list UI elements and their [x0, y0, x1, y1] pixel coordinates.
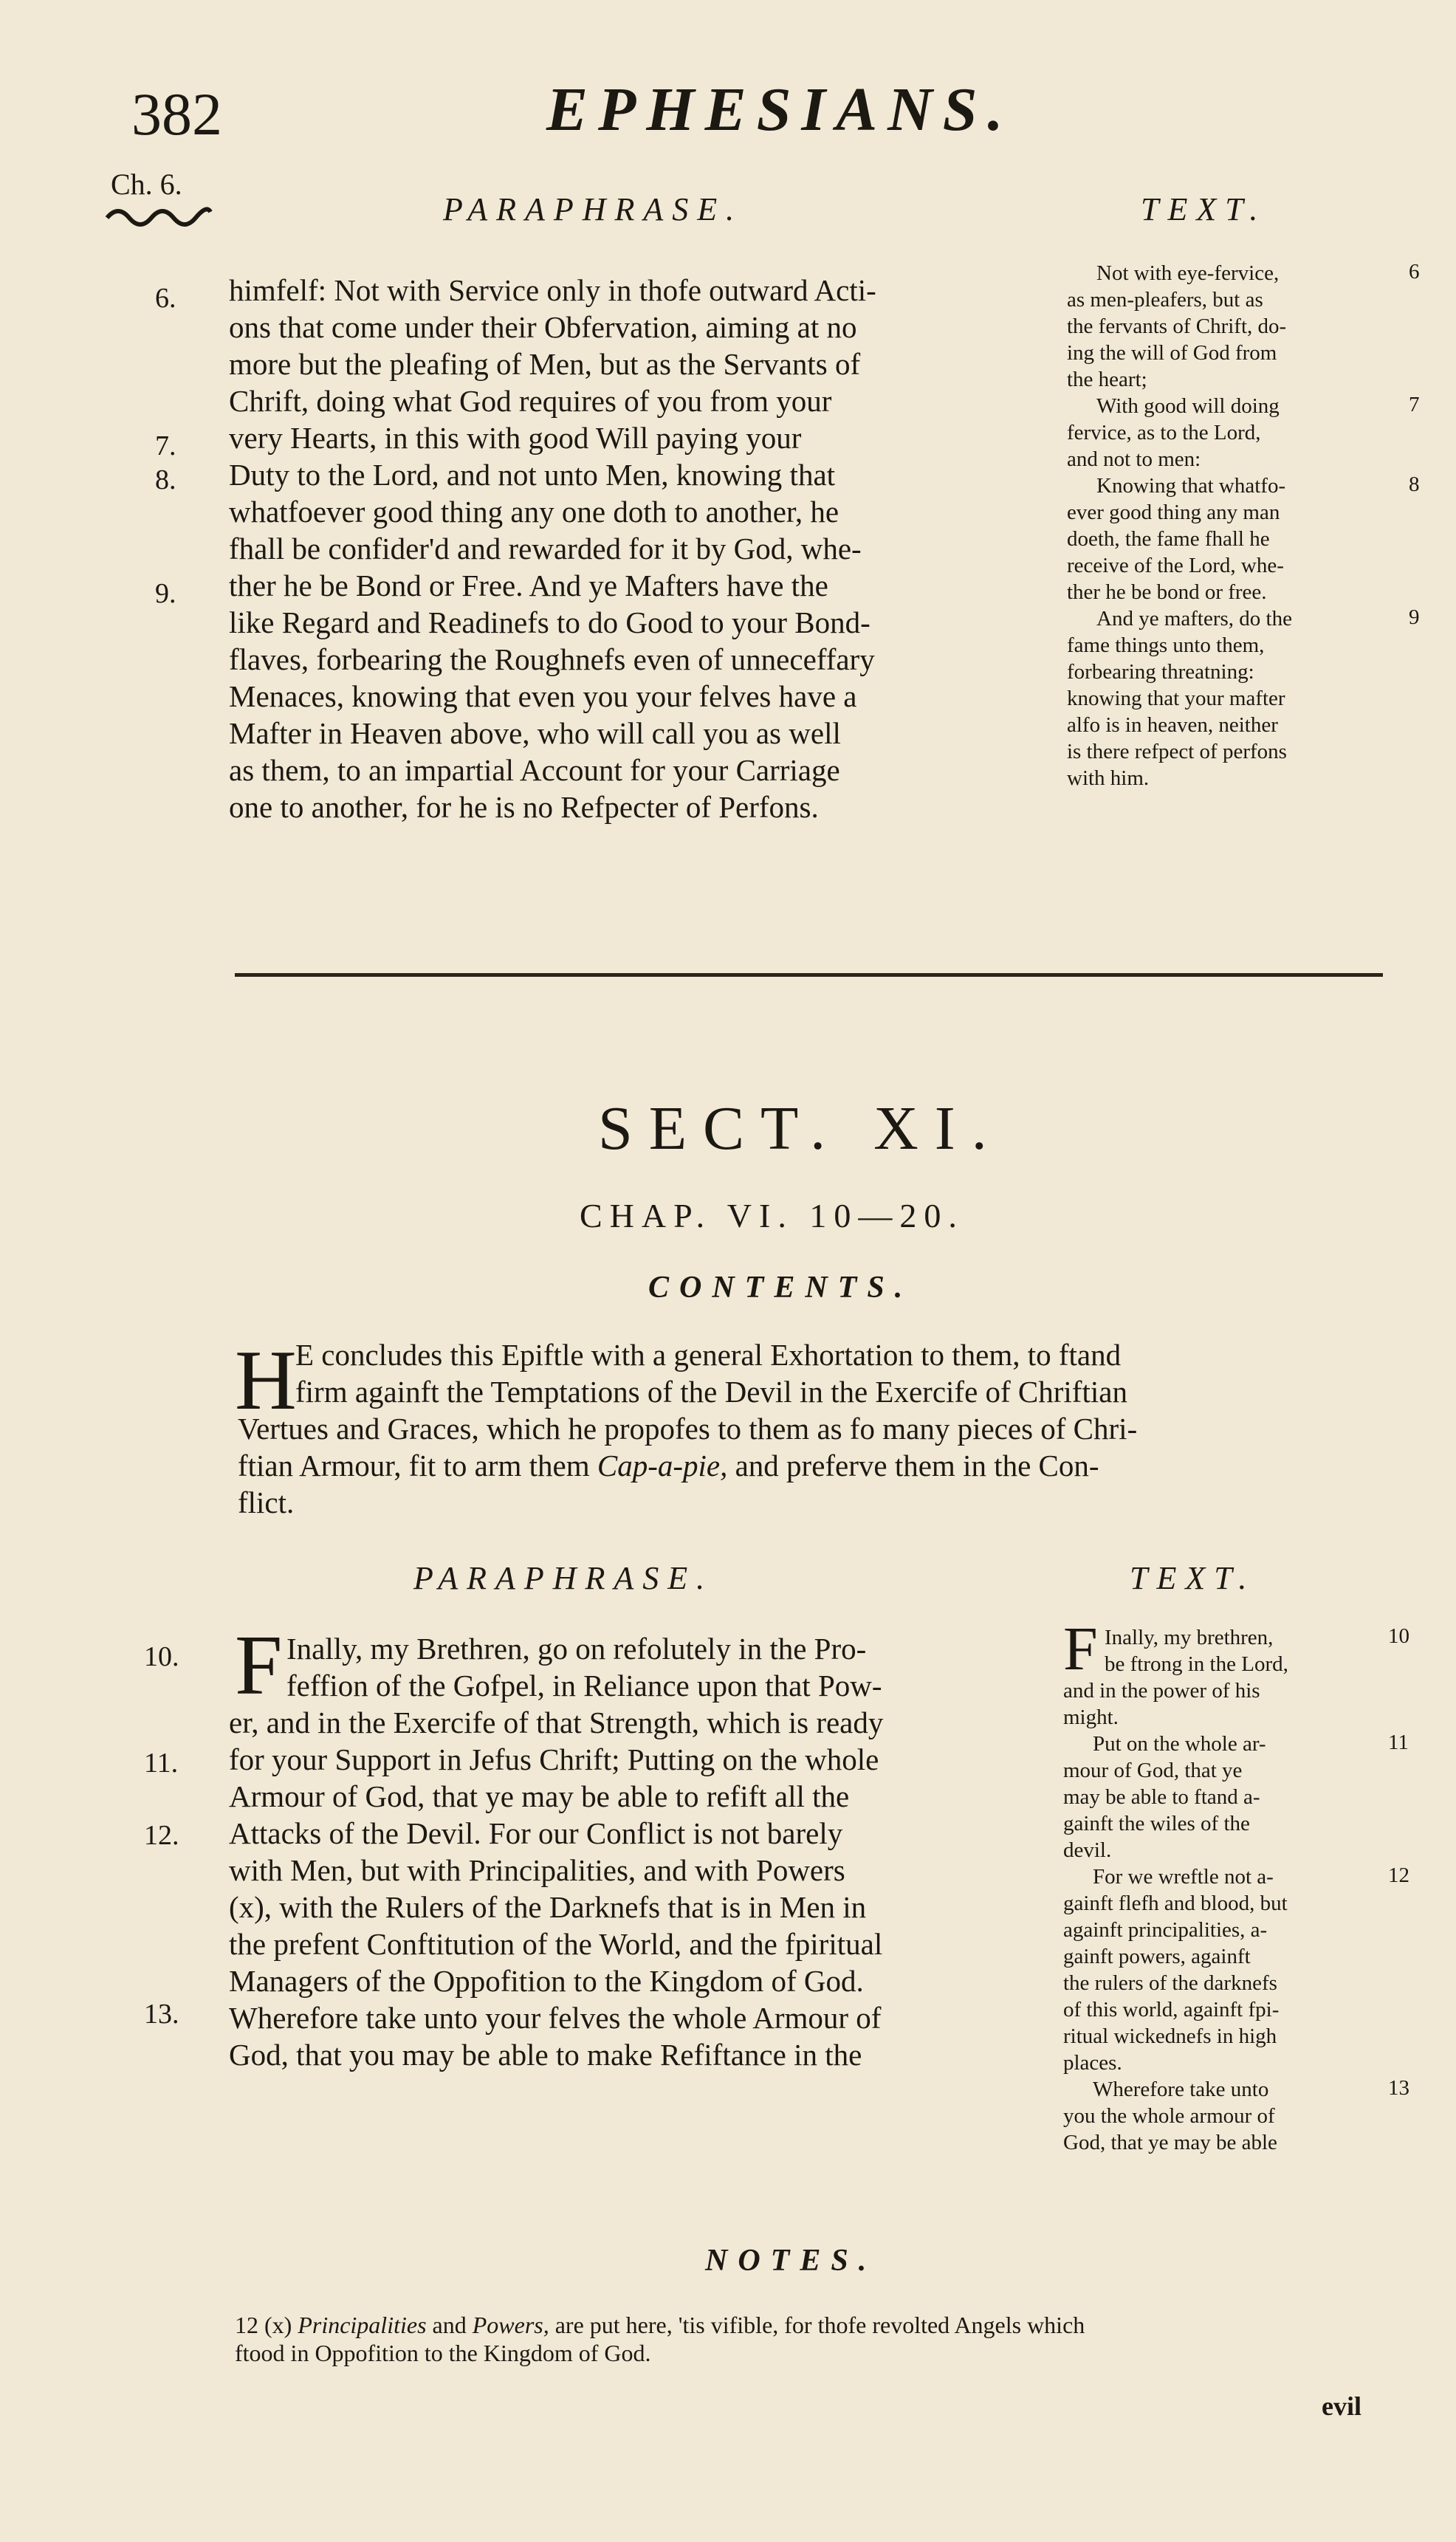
text-line: and not to men: [1067, 447, 1201, 471]
footnote [235, 2311, 1085, 2367]
verse-number: 7. [155, 430, 176, 461]
running-title: EPHESIANS. [546, 75, 1014, 144]
paraphrase-line: whatfoever good thing any one doth to another, he [229, 495, 839, 529]
text-line: ther he be bond or free. [1067, 580, 1267, 604]
text-heading: TEXT. [1130, 1560, 1256, 1596]
chapter-range: CHAP. VI. 10—20. [580, 1197, 964, 1234]
paraphrase-heading: PARAPHRASE. [443, 191, 744, 227]
text-heading: TEXT. [1141, 191, 1267, 227]
paraphrase-line: the prefent Conftitution of the World, and the fpiritual [229, 1927, 883, 1961]
paraphrase-line: Mafter in Heaven above, who will call you as well [229, 716, 841, 750]
paraphrase-line: with Men, but with Principalities, and with Powers [229, 1853, 845, 1887]
text-line: gainft powers, againft [1063, 1945, 1251, 1968]
text-line: Wherefore take unto [1093, 2078, 1269, 2101]
text-line: the rulers of the darknefs [1063, 1971, 1277, 1995]
text-line: With good will doing [1096, 394, 1280, 418]
contents-line-4 [238, 1447, 1137, 1484]
paraphrase-line: as them, to an impartial Account for your Carriage [229, 753, 840, 787]
text-verse-number: 7 [1409, 393, 1420, 416]
paraphrase-line: God, that you may be able to make Refiftance in the [229, 2038, 862, 2072]
paraphrase-line: one to another, for he is no Refpecter of Perfons. [229, 790, 819, 824]
paraphrase-text [229, 1630, 883, 2073]
text-line: as men-pleafers, but as [1067, 288, 1263, 312]
footnote-italic: Powers, [472, 2312, 549, 2338]
verse-number: 9. [155, 578, 176, 609]
footnote-line: ftood in Oppofition to the Kingdom of God. [235, 2340, 651, 2366]
text-line: fervice, as to the Lord, [1067, 421, 1261, 444]
paraphrase-line: flaves, forbearing the Roughnefs even of unneceffary [229, 642, 875, 676]
text-line: Not with eye-fervice, [1096, 261, 1280, 285]
paraphrase-line: Chrift, doing what God requires of you from your [229, 384, 832, 418]
text-line: is there refpect of perfons [1067, 740, 1287, 763]
section-title: SECT. XI. [598, 1094, 1003, 1163]
text-line: you the whole armour of [1063, 2104, 1275, 2128]
text-line: And ye mafters, do the [1096, 607, 1292, 631]
contents-dropcap: H [235, 1333, 297, 1428]
contents-line-part: ftian Armour, fit to arm them [238, 1449, 590, 1483]
text-line: ing the will of God from [1067, 341, 1277, 365]
section-divider [235, 973, 1383, 977]
paraphrase-line: (x), with the Rulers of the Darknefs that is in Men in [229, 1890, 867, 1924]
paraphrase-line: fhall be confider'd and rewarded for it by God, whe- [229, 532, 862, 566]
paraphrase-line: er, and in the Exercife of that Strength, which is ready [229, 1705, 884, 1739]
contents-line: Vertues and Graces, which he propofes to them as fo many pieces of Chri- [238, 1412, 1138, 1446]
text-line: receive of the Lord, whe- [1067, 554, 1284, 577]
text-line: mour of God, that ye [1063, 1759, 1243, 1782]
paraphrase-line: feffion of the Gofpel, in Reliance upon that Pow- [286, 1669, 882, 1703]
text-verse-number: 11 [1388, 1731, 1409, 1754]
text-verse-number: 10 [1388, 1624, 1409, 1648]
text-line: and in the power of his [1063, 1679, 1260, 1703]
text-line: fame things unto them, [1067, 633, 1265, 657]
swash-ornament-icon [103, 203, 214, 228]
verse-number: 8. [155, 464, 176, 495]
paraphrase-line: more but the pleafing of Men, but as the Servants of [229, 347, 861, 381]
text-line: of this world, againft fpi- [1063, 1998, 1280, 2021]
text-line: with him. [1067, 766, 1150, 790]
text-verse-number: 13 [1388, 2076, 1409, 2100]
verse-number: 11. [144, 1748, 179, 1779]
chapter-reference: Ch. 6. [111, 168, 182, 201]
text-line: may be able to ftand a- [1063, 1785, 1260, 1809]
text-line: doeth, the fame fhall he [1067, 527, 1270, 551]
text-line: For we wreftle not a- [1093, 1865, 1274, 1889]
paraphrase-line: very Hearts, in this with good Will paying your [229, 421, 802, 455]
paraphrase-line: Inally, my Brethren, go on refolutely in the Pro- [286, 1632, 867, 1666]
paraphrase-line: Managers of the Oppofition to the Kingdom of God. [229, 1964, 864, 1998]
paraphrase-line: Attacks of the Devil. For our Conflict is not barely [229, 1816, 843, 1850]
text-line: againft principalities, a- [1063, 1918, 1268, 1942]
scripture-text [1063, 1624, 1288, 2156]
contents-line-part: and preferve them in the Con- [735, 1449, 1099, 1483]
verse-number: 6. [155, 283, 176, 314]
paraphrase-line: like Regard and Readinefs to do Good to your Bond- [229, 605, 870, 639]
catchword: evil [1322, 2391, 1361, 2421]
paraphrase-line: Wherefore take unto your felves the whole Armour of [229, 2001, 882, 2035]
text-verse-number: 9 [1409, 605, 1420, 629]
footnote-text: are put here, 'tis vifible, for thofe revolted Angels which [554, 2312, 1085, 2338]
text-line: Inally, my brethren, [1105, 1626, 1274, 1649]
text-line: the heart; [1067, 368, 1147, 391]
text-verse-number: 6 [1409, 260, 1420, 284]
verse-number: 12. [144, 1820, 179, 1851]
text-line: gainft flefh and blood, but [1063, 1892, 1288, 1915]
contents-text [238, 1336, 1137, 1521]
text-line: ritual wickednefs in high [1063, 2024, 1277, 2048]
text-line: places. [1063, 2051, 1122, 2075]
verse-number: 10. [144, 1641, 179, 1672]
text-line: gainft the wiles of the [1063, 1812, 1250, 1835]
footnote-italic: Principalities [298, 2312, 427, 2338]
text-line: alfo is in heaven, neither [1067, 713, 1278, 737]
page-number: 382 [131, 80, 222, 148]
text-line: be ftrong in the Lord, [1105, 1652, 1288, 1676]
footnote-ref: 12 (x) [235, 2312, 292, 2338]
scripture-text [1067, 260, 1292, 791]
contents-line: flict. [238, 1485, 295, 1519]
contents-italic: Cap-a-pie, [597, 1449, 728, 1483]
paraphrase-line: Armour of God, that ye may be able to refift all the [229, 1779, 850, 1813]
text-line: God, that ye may be able [1063, 2131, 1277, 2154]
paraphrase-line: Menaces, knowing that even you your felves have a [229, 679, 857, 713]
footnote-line [235, 2311, 1085, 2339]
text-line: the fervants of Chrift, do- [1067, 315, 1287, 338]
text-line: Put on the whole ar- [1093, 1732, 1266, 1756]
paraphrase-heading: PARAPHRASE. [413, 1560, 714, 1596]
text-verse-number: 8 [1409, 473, 1420, 496]
verse-number: 13. [144, 1999, 179, 2030]
text-line: Knowing that whatfo- [1096, 474, 1286, 498]
text-line: forbearing threatning: [1067, 660, 1254, 684]
notes-heading: NOTES. [705, 2244, 877, 2278]
text-line: knowing that your mafter [1067, 687, 1285, 710]
contents-line: firm againft the Temptations of the Devil in the Exercife of Chriftian [295, 1375, 1127, 1409]
paraphrase-line: ons that come under their Obfervation, aiming at no [229, 310, 857, 344]
text-dropcap: F [1063, 1615, 1098, 1683]
paraphrase-line: Duty to the Lord, and not unto Men, knowing that [229, 458, 836, 492]
paraphrase-line: for your Support in Jefus Chrift; Putting on the whole [229, 1742, 879, 1776]
footnote-text: and [432, 2312, 467, 2338]
text-verse-number: 12 [1388, 1863, 1409, 1887]
contents-heading: CONTENTS. [648, 1271, 913, 1305]
paraphrase-line: ther he be Bond or Free. And ye Mafters have the [229, 568, 828, 602]
text-line: devil. [1063, 1838, 1112, 1862]
paraphrase-line: himfelf: Not with Service only in thofe outward Acti- [229, 273, 876, 307]
text-line: might. [1063, 1705, 1119, 1729]
paraphrase-text [229, 272, 876, 825]
contents-line: E concludes this Epiftle with a general Exhortation to them, to ftand [295, 1338, 1122, 1372]
text-line: ever good thing any man [1067, 501, 1280, 524]
paraphrase-dropcap: F [235, 1618, 283, 1713]
